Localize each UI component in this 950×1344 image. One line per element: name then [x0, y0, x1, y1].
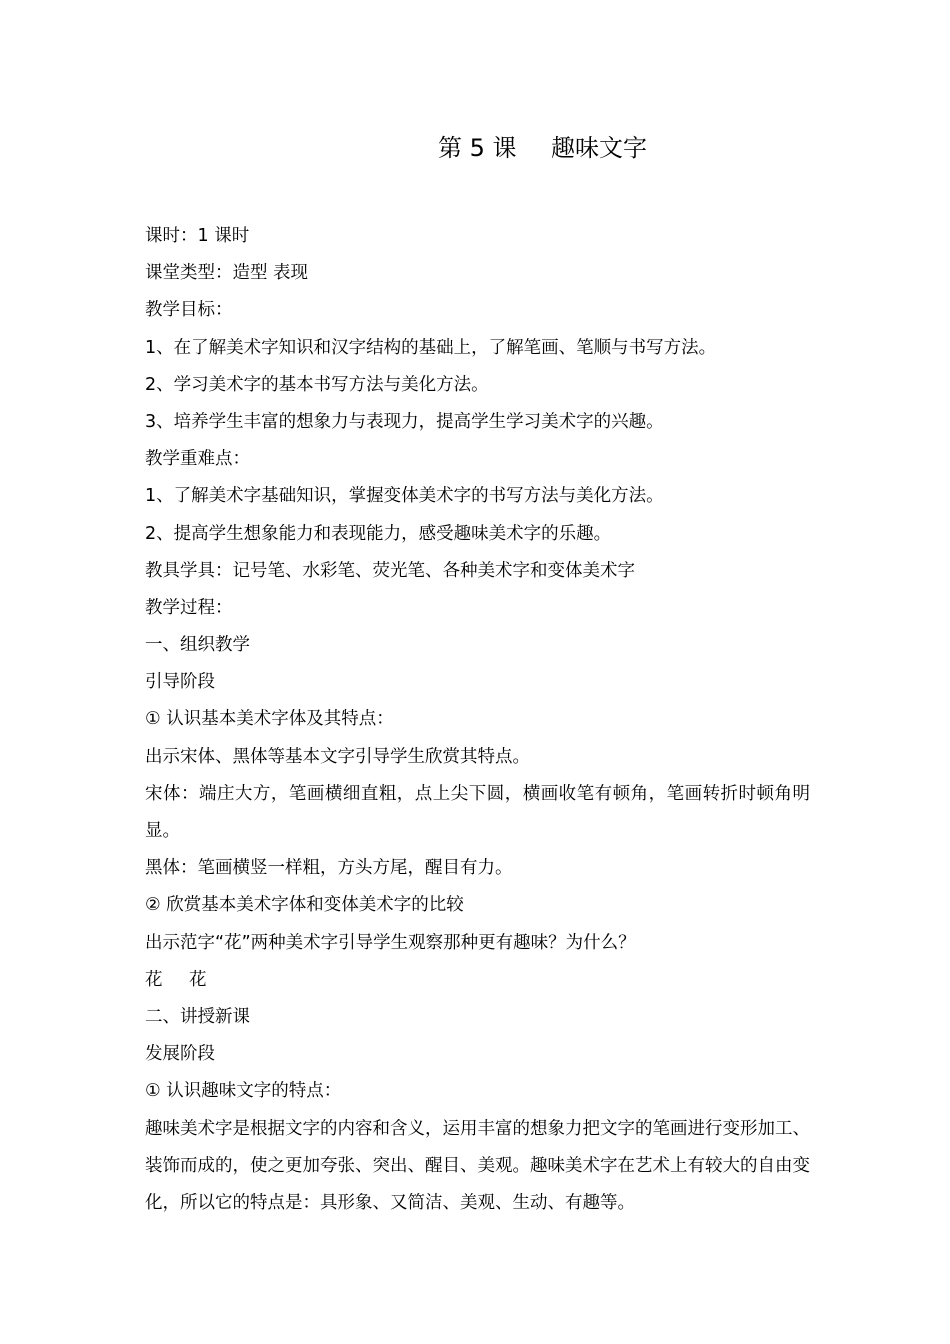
stage-heading-guide: 引导阶段: [145, 672, 215, 693]
songti-description: 宋体：端庄大方，笔画横细直粗，点上尖下圆，横画收笔有顿角，笔画转折时顿角明显。: [145, 783, 810, 842]
heiti-description: 黑体：笔画横竖一样粗，方头方尾，醒目有力。: [145, 858, 513, 879]
teaching-goals-heading: 教学目标：: [145, 300, 233, 321]
class-type: 课堂类型：造型 表现: [145, 263, 309, 284]
step-2-heading: ② 欣赏基本美术字体和变体美术字的比较: [145, 895, 464, 916]
stage-heading-develop: 发展阶段: [145, 1044, 215, 1065]
teaching-tools: 教具学具：记号笔、水彩笔、荧光笔、各种美术字和变体美术字: [145, 560, 635, 581]
section-heading-2: 二、讲授新课: [145, 1006, 250, 1027]
step-2-text: 出示范字“花”两种美术字引导学生观察那种更有趣味？为什么？: [145, 932, 636, 953]
section-heading-1: 一、组织教学: [145, 635, 250, 656]
key-point-1: 1、了解美术字基础知识，掌握变体美术字的书写方法与美化方法。: [145, 486, 664, 507]
flower-sample-2: 花: [189, 969, 207, 990]
key-point-2: 2、提高学生想象能力和表现能力，感受趣味美术字的乐趣。: [145, 523, 612, 544]
goal-item-2: 2、学习美术字的基本书写方法与美化方法。: [145, 374, 489, 395]
key-points-heading: 教学重难点：: [145, 449, 250, 470]
flower-sample-1: 花: [145, 969, 163, 990]
step-3-heading: ① 认识趣味文字的特点：: [145, 1081, 342, 1102]
lesson-body: [145, 218, 810, 1222]
fun-text-description: 趣味美术字是根据文字的内容和含义，运用丰富的想象力把文字的笔画进行变形加工、装饰而成的，使之更加夸张、突出、醒目、美观。趣味美术字在艺术上有较大的自由变化，所以它的特点是：具形象、又简洁、美观、生动、有趣等。: [145, 1118, 810, 1213]
lesson-title: [0, 130, 950, 170]
teaching-process-heading: 教学过程：: [145, 597, 233, 618]
step-1-text: 出示宋体、黑体等基本文字引导学生欣赏其特点。: [145, 746, 530, 767]
step-1-heading: ① 认识基本美术字体及其特点：: [145, 709, 394, 730]
flower-sample-row: [145, 962, 810, 999]
lesson-name: 趣味文字: [551, 134, 647, 162]
lesson-number: 第 5 课: [438, 134, 517, 162]
class-hours: 课时：1 课时: [145, 226, 250, 246]
goal-item-3: 3、培养学生丰富的想象力与表现力，提高学生学习美术字的兴趣。: [145, 411, 664, 432]
goal-item-1: 1、在了解美术字知识和汉字结构的基础上，了解笔画、笔顺与书写方法。: [145, 337, 717, 358]
